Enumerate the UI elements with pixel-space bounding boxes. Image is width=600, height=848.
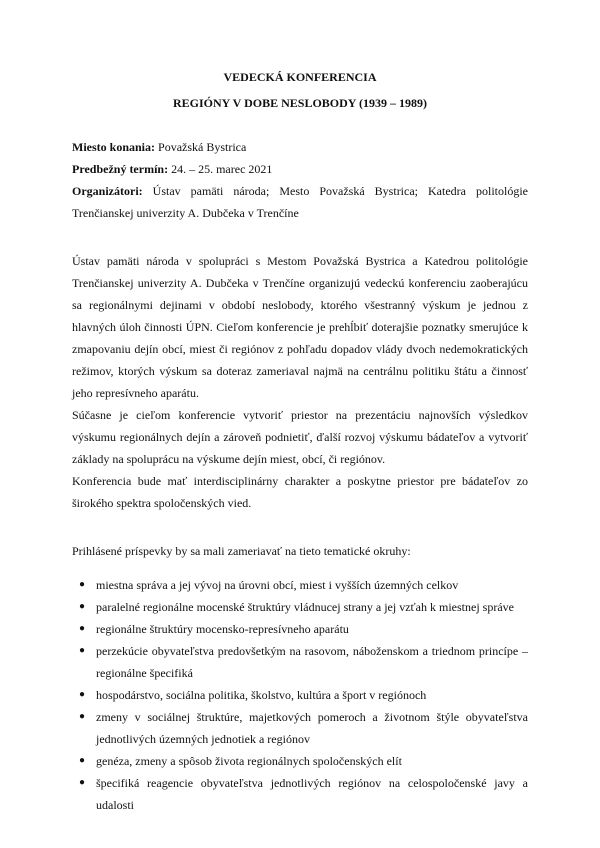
list-item xyxy=(72,596,528,618)
list-item xyxy=(72,574,528,596)
date-row xyxy=(72,158,528,180)
conference-info xyxy=(72,136,528,224)
list-item xyxy=(72,640,528,684)
topic-text: špecifiká reagencie obyvateľstva jednotlivých regiónov na celospoločenské javy a udalosti xyxy=(96,776,528,812)
conference-title: VEDECKÁ KONFERENCIA xyxy=(223,70,377,84)
intro-paragraph: Ústav pamäti národa v spolupráci s Mestom Považská Bystrica a Katedrou politológie Trenčianskej univerzity A. Dubčeka v Trenčíne organizujú vedeckú konferenciu zaoberajúcu sa regionálnymi dejinami v období neslobody, ktorého všestranný výskum je jednou z hlavných úloh činnosti ÚPN. Cieľom konferencie je prehĺbiť doterajšie poznatky smerujúce k zmapovaniu dejín obcí, miest či regiónov z pohľadu dopadov vlády dvoch nedemokratických režimov, ktorých výskum sa doteraz zameriaval najmä na centrálnu politiku štátu a činnosť jeho represívneho aparátu. xyxy=(72,254,528,400)
place-row xyxy=(72,136,528,158)
list-item xyxy=(72,706,528,750)
topic-text: hospodárstvo, sociálna politika, školstvo, kultúra a šport v regiónoch xyxy=(96,688,427,702)
bullet-icon: ● xyxy=(79,777,86,788)
place-label: Miesto konania: xyxy=(72,140,156,154)
list-item xyxy=(72,684,528,706)
conference-subtitle: REGIÓNY V DOBE NESLOBODY (1939 – 1989) xyxy=(172,96,428,110)
organizers-label: Organizátori: xyxy=(72,184,143,198)
date-value: 24. – 25. marec 2021 xyxy=(168,162,273,176)
place-value: Považská Bystrica xyxy=(155,140,247,154)
bullet-icon: ● xyxy=(79,623,86,634)
topics-intro: Prihlásené príspevky by sa mali zameriavať na tieto tematické okruhy: xyxy=(72,544,411,558)
topics-list xyxy=(72,574,528,816)
character-paragraph: Konferencia bude mať interdisciplinárny charakter a poskytne priestor pre bádateľov zo širokého spektra spoločenských vied. xyxy=(72,474,528,510)
goal-paragraph: Súčasne je cieľom konferencie vytvoriť priestor na prezentáciu najnovších výsledkov výskumu regionálnych dejín a zároveň podnietiť, ďalší rozvoj výskumu bádateľov a vytvoriť základy na spoluprácu na výskume dejín miest, obcí, či regiónov. xyxy=(72,408,528,466)
bullet-icon: ● xyxy=(79,755,86,766)
bullet-icon: ● xyxy=(79,579,86,590)
list-item xyxy=(72,618,528,640)
list-item xyxy=(72,772,528,816)
topic-text: zmeny v sociálnej štruktúre, majetkových pomeroch a životnom štýle obyvateľstva jednotlivých územných jednotiek a regiónov xyxy=(96,710,528,746)
topic-text: perzekúcie obyvateľstva predovšetkým na rasovom, náboženskom a triednom princípe – regionálne špecifiká xyxy=(96,644,528,680)
topic-text: paralelné regionálne mocenské štruktúry vládnucej strany a jej vzťah k miestnej správe xyxy=(96,600,514,614)
list-item xyxy=(72,750,528,772)
date-label: Predbežný termín: xyxy=(72,162,169,176)
topic-text: miestna správa a jej vývoj na úrovni obcí, miest i vyšších územných celkov xyxy=(96,578,459,592)
organizers-row xyxy=(72,180,528,224)
bullet-icon: ● xyxy=(79,711,86,722)
bullet-icon: ● xyxy=(79,645,86,656)
organizers-value: Ústav pamäti národa; Mesto Považská Bystrica; Katedra politológie Trenčianskej univerzity A. Dubčeka v Trenčíne xyxy=(72,184,528,220)
bullet-icon: ● xyxy=(79,601,86,612)
topic-text: genéza, zmeny a spôsob života regionálnych spoločenských elít xyxy=(96,754,402,768)
bullet-icon: ● xyxy=(79,689,86,700)
topic-text: regionálne štruktúry mocensko-represívneho aparátu xyxy=(96,622,349,636)
